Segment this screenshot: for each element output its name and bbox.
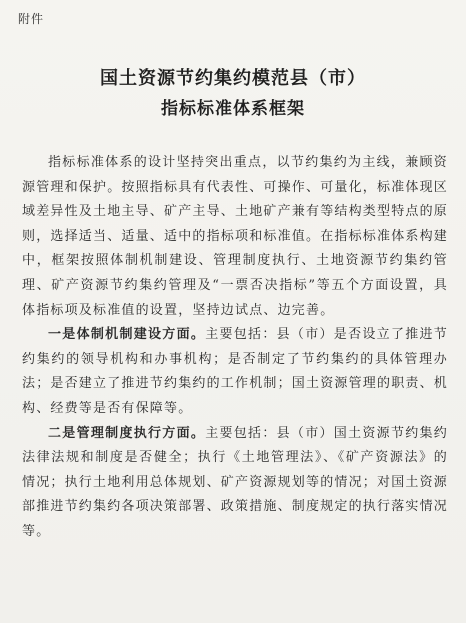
attachment-label: 附件 [18, 12, 45, 26]
document-subtitle: 指标标准体系框架 [161, 99, 305, 119]
management-system-heading: 二是管理制度执行方面。 [48, 425, 206, 441]
institution-mechanism-paragraph [22, 323, 448, 421]
intro-paragraph [22, 151, 448, 323]
intro-paragraph-text: 指标标准体系的设计坚持突出重点，以节约集约为主线，兼顾资源管理和保护。按照指标具有代表性、可操作、可量化，标准体现区域差异性及土地主导、矿产主导、土地矿产兼有等结构类型特点的原则，选择适当、适量、适中的指标项和标准值。在指标标准体系构建中，框架按照体制机制建设、管理制度执行、土地资源节约集约管理、矿产资源节约集约管理及“一票否决指标”等五个方面设置，具体指标项及标准值的设置，坚持边试点、边完善。 [22, 155, 449, 318]
institution-mechanism-text: 主要包括：县（市）是否设立了推进节约集约的领导机构和办事机构；是否制定了节约集约的具体管理办法；是否建立了推进节约集约的工作机制；国土资源管理的职责、机构、经费等是否有保障等。 [22, 327, 449, 416]
document-body [22, 151, 448, 545]
management-system-paragraph [22, 422, 448, 545]
document-title: 国土资源节约集约模范县（市） [100, 68, 366, 89]
institution-mechanism-heading: 一是体制机制建设方面。 [48, 327, 206, 343]
management-system-text: 主要包括：县（市）国土资源节约集约法律法规和制度是否健全；执行《土地管理法》、《矿产资源法》的情况；执行土地利用总体规划、矿产资源规划等的情况；对国土资源部推进节约集约各项决策部署、政策措施、制度规定的执行落实情况等。 [22, 425, 449, 539]
